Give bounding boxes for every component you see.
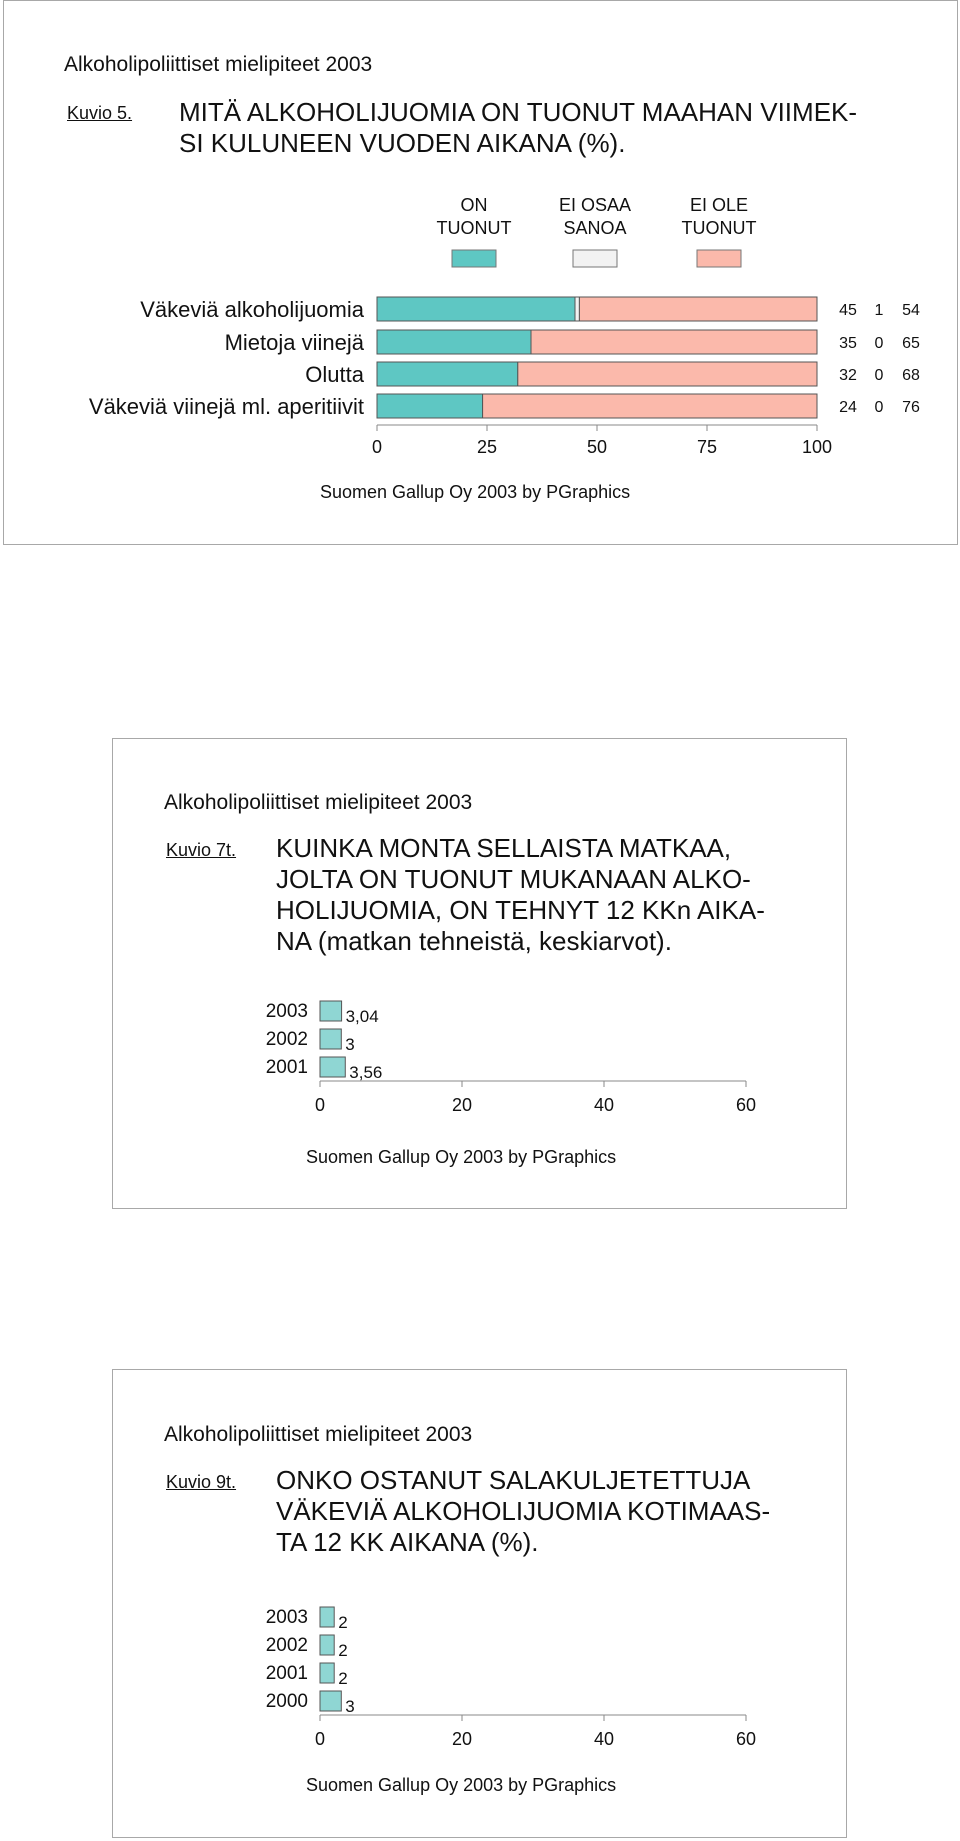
bar-segment (579, 297, 817, 321)
category-label: 2001 (265, 1057, 308, 1078)
chart-panel-1 (3, 0, 958, 545)
value-label: 1 (874, 302, 884, 319)
category-label: Väkeviä viinejä ml. aperitiivit (88, 394, 364, 419)
source-footer: Suomen Gallup Oy 2003 by PGraphics (320, 482, 631, 502)
panel-header: Alkoholipoliittiset mielipiteet 2003 (164, 791, 473, 814)
question-line: SI KULUNEEN VUODEN AIKANA (%). (179, 128, 626, 158)
value-label: 45 (839, 302, 857, 319)
value-label: 65 (902, 335, 920, 352)
category-label: 2002 (265, 1635, 308, 1656)
source-footer: Suomen Gallup Oy 2003 by PGraphics (306, 1147, 617, 1167)
bar-segment (377, 362, 518, 386)
category-label: Olutta (305, 362, 364, 387)
legend-label: TUONUT (681, 218, 757, 238)
bar (320, 1635, 334, 1655)
category-label: Väkeviä alkoholijuomia (140, 297, 364, 322)
legend-label: ON (460, 195, 488, 215)
bar-chart (113, 1370, 844, 1835)
value-label: 68 (902, 367, 920, 384)
legend-label: EI OLE (689, 195, 749, 215)
bar (320, 1057, 345, 1077)
value-label: 0 (874, 335, 884, 352)
legend-label: EI OSAA (558, 195, 632, 215)
panel-header: Alkoholipoliittiset mielipiteet 2003 (64, 53, 373, 76)
category-label: Mietoja viinejä (224, 330, 364, 355)
value-label: 2 (338, 1669, 348, 1688)
bar-segment (518, 362, 817, 386)
category-label: 2000 (265, 1691, 308, 1712)
x-tick-label: 20 (451, 1095, 473, 1115)
bar-segment (377, 394, 483, 418)
legend-swatch (573, 250, 617, 267)
x-tick-label: 25 (476, 437, 498, 457)
x-tick-label: 60 (735, 1729, 757, 1749)
source-footer: Suomen Gallup Oy 2003 by PGraphics (306, 1775, 617, 1795)
value-label: 2 (338, 1641, 348, 1660)
value-label: 32 (839, 367, 857, 384)
category-label: 2001 (265, 1663, 308, 1684)
chart-panel-2 (112, 738, 847, 1209)
bar (320, 1001, 342, 1021)
value-label: 24 (839, 399, 857, 416)
value-label: 54 (902, 302, 920, 319)
value-label: 3,04 (345, 1007, 379, 1026)
category-label: 2002 (265, 1029, 308, 1050)
question-line: JOLTA ON TUONUT MUKANAAN ALKO- (276, 864, 751, 894)
bar (320, 1029, 341, 1049)
chart-panel-3 (112, 1369, 847, 1838)
legend-label: SANOA (563, 218, 627, 238)
bar-chart (113, 739, 844, 1206)
x-tick-label: 40 (593, 1095, 615, 1115)
x-tick-label: 0 (314, 1095, 326, 1115)
bar-segment (531, 330, 817, 354)
value-label: 3,56 (349, 1063, 383, 1082)
value-label: 35 (839, 335, 857, 352)
x-tick-label: 60 (735, 1095, 757, 1115)
x-tick-label: 50 (586, 437, 608, 457)
x-tick-label: 0 (371, 437, 383, 457)
value-label: 2 (338, 1613, 348, 1632)
bar (320, 1607, 334, 1627)
x-tick-label: 75 (696, 437, 718, 457)
bar-segment (377, 297, 575, 321)
question-line: HOLIJUOMIA, ON TEHNYT 12 KKn AIKA- (276, 895, 765, 925)
value-label: 3 (345, 1697, 355, 1716)
question-line: VÄKEVIÄ ALKOHOLIJUOMIA KOTIMAAS- (276, 1496, 771, 1526)
question-line: KUINKA MONTA SELLAISTA MATKAA, (276, 833, 732, 863)
question-line: NA (matkan tehneistä, keskiarvot). (276, 926, 672, 956)
legend-swatch (452, 250, 496, 267)
question-line: TA 12 KK AIKANA (%). (276, 1527, 539, 1557)
category-label: 2003 (265, 1607, 308, 1628)
figure-label: Kuvio 7t. (166, 840, 237, 860)
category-label: 2003 (265, 1001, 308, 1022)
stacked-bar-chart (4, 1, 955, 542)
x-tick-label: 20 (451, 1729, 473, 1749)
value-label: 76 (902, 399, 920, 416)
bar (320, 1663, 334, 1683)
question-line: MITÄ ALKOHOLIJUOMIA ON TUONUT MAAHAN VIIMEK- (179, 97, 858, 127)
bar (320, 1691, 341, 1711)
panel-header: Alkoholipoliittiset mielipiteet 2003 (164, 1423, 473, 1446)
legend-label: TUONUT (436, 218, 512, 238)
x-tick-label: 100 (801, 437, 833, 457)
x-tick-label: 0 (314, 1729, 326, 1749)
value-label: 0 (874, 367, 884, 384)
value-label: 3 (345, 1035, 355, 1054)
bar-segment (377, 330, 531, 354)
figure-label: Kuvio 9t. (166, 1472, 237, 1492)
bar-segment (575, 297, 579, 321)
legend-swatch (697, 250, 741, 267)
figure-label: Kuvio 5. (67, 103, 133, 123)
value-label: 0 (874, 399, 884, 416)
question-line: ONKO OSTANUT SALAKULJETETTUJA (276, 1465, 751, 1495)
bar-segment (483, 394, 817, 418)
x-tick-label: 40 (593, 1729, 615, 1749)
